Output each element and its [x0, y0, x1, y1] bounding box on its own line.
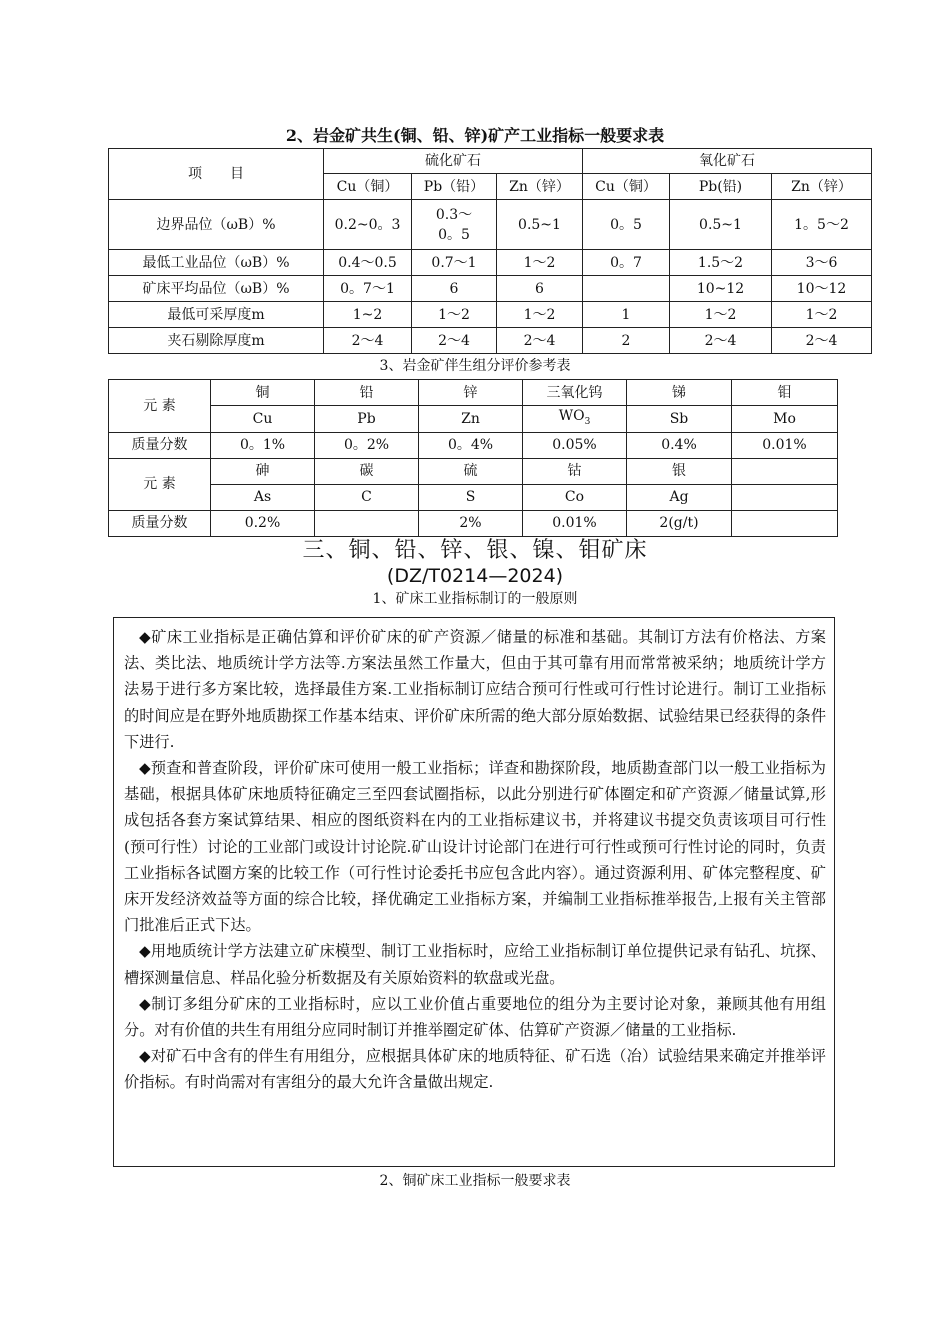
element-name: 碳	[315, 458, 419, 484]
element-symbol	[732, 484, 838, 510]
subsection-2-title: 2、铜矿床工业指标一般要求表	[379, 1173, 571, 1189]
cell: 2～4	[412, 328, 497, 354]
mass-label: 质量分数	[109, 432, 211, 458]
sub-header: Cu（铜）	[583, 174, 670, 200]
cell: 10～12	[772, 276, 872, 302]
cell: 0.5~1	[670, 200, 772, 250]
mass-value: 0.4%	[627, 432, 732, 458]
element-name: 三氧化钨	[523, 380, 627, 406]
cell: 0.2~0。3	[324, 200, 412, 250]
mass-value: 0。4%	[419, 432, 523, 458]
cell: 0。5	[583, 200, 670, 250]
table3-caption: 3、岩金矿伴生组分评价参考表	[379, 358, 571, 374]
cell: 2～4	[670, 328, 772, 354]
cell: 1～2	[497, 250, 583, 276]
cell: 1。5～2	[772, 200, 872, 250]
row-label: 边界品位（ωB）%	[109, 200, 324, 250]
element-symbol: S	[419, 484, 523, 510]
cell: 1～2	[412, 302, 497, 328]
subsection-1-title: 1、矿床工业指标制订的一般原则	[372, 591, 578, 607]
element-name: 锌	[419, 380, 523, 406]
cell: 0.3～ 0。5	[412, 200, 497, 250]
cell: 0.7～1	[412, 250, 497, 276]
oxide-ore-header: 氧化矿石	[583, 149, 872, 174]
table-row	[109, 200, 872, 250]
cell: 0。7～1	[324, 276, 412, 302]
table3-associated-components	[108, 379, 838, 537]
mass-value	[732, 510, 838, 536]
cell	[583, 276, 670, 302]
element-symbol: As	[211, 484, 315, 510]
row-label: 最低可采厚度m	[109, 302, 324, 328]
mass-value: 0.01%	[523, 510, 627, 536]
sub-header: Zn（锌）	[497, 174, 583, 200]
mass-value: 0。2%	[315, 432, 419, 458]
cell: 10~12	[670, 276, 772, 302]
cell: 6	[412, 276, 497, 302]
sub-header: Zn（锌）	[772, 174, 872, 200]
cell: 1.5～2	[670, 250, 772, 276]
sub-header: Pb（铅）	[412, 174, 497, 200]
mass-value: 0.01%	[732, 432, 838, 458]
table-row	[109, 432, 838, 458]
table-row	[109, 510, 838, 536]
element-name: 钴	[523, 458, 627, 484]
wo3-subscript: 3	[584, 416, 591, 427]
cell: 1～2	[670, 302, 772, 328]
sub-header: Pb(铅)	[670, 174, 772, 200]
element-symbol: Ag	[627, 484, 732, 510]
element-name: 砷	[211, 458, 315, 484]
element-symbol: Cu	[211, 406, 315, 433]
mass-value: 0.05%	[523, 432, 627, 458]
cell: 1～2	[497, 302, 583, 328]
cell: 1~2	[324, 302, 412, 328]
table-row	[109, 302, 872, 328]
element-label: 元 素	[109, 380, 211, 433]
element-name: 锑	[627, 380, 732, 406]
paragraph: ◆矿床工业指标是正确估算和评价矿床的矿产资源／储量的标准和基础。其制订方法有价格法、方案法、类比法、地质统计学方法等.方案法虽然工作量大，但由于其可靠有用而常常被采纳；地质统计学方法易于进行多方案比较，选择最佳方案.工业指标制订应结合预可行性或可行性讨论进行。制订工业指标的时间应是在野外地质勘探工作基本结束、评价矿床所需的绝大部分原始数据、试验结果已经获得的条件下进行.	[124, 628, 826, 751]
cell: 1～2	[772, 302, 872, 328]
table2-associated-minerals	[108, 148, 872, 354]
cell: 0.4～0.5	[324, 250, 412, 276]
element-name: 银	[627, 458, 732, 484]
element-name: 铅	[315, 380, 419, 406]
cell: 6	[497, 276, 583, 302]
mass-label: 质量分数	[109, 510, 211, 536]
mass-value: 0。1%	[211, 432, 315, 458]
cell: 0。7	[583, 250, 670, 276]
mass-value	[315, 510, 419, 536]
element-symbol: Mo	[732, 406, 838, 433]
element-symbol: Sb	[627, 406, 732, 433]
paragraph: ◆预查和普查阶段，评价矿床可使用一般工业指标；详查和勘探阶段，地质勘查部门以一般工业指标为基础，根据具体矿床地质特征确定三至四套试圈指标，以此分别进行矿体圈定和矿产资源／储量试算,形成包括各套方案试算结果、相应的图纸资料在内的工业指标建议书，并将建议书提交负责该项目可行性(预可行性）讨论的工业部门或设计讨论院.矿山设计讨论部门在进行可行性或预可行性讨论的同时，负责工业指标各试圈方案的比较工作（可行性讨论委托书应包含此内容）。通过资源利用、矿体完整程度、矿床开发经济效益等方面的综合比较，择优确定工业指标方案，并编制工业指标推举报告,上报有关主管部门批准后正式下达。	[124, 759, 826, 935]
element-name: 铜	[211, 380, 315, 406]
cell: 3～6	[772, 250, 872, 276]
cell: 2～4	[772, 328, 872, 354]
paragraph: ◆用地质统计学方法建立矿床模型、制订工业指标时，应给工业指标制订单位提供记录有钻孔、坑探、槽探测量信息、样品化验分析数据及有关原始资料的软盘或光盘。	[124, 942, 826, 987]
table-row	[109, 276, 872, 302]
row-label: 矿床平均品位（ωB）%	[109, 276, 324, 302]
element-symbol: Co	[523, 484, 627, 510]
sulfide-ore-header: 硫化矿石	[324, 149, 583, 174]
element-symbol: Zn	[419, 406, 523, 433]
cell: 0.5~1	[497, 200, 583, 250]
section-title: 三、铜、铅、锌、银、镍、钼矿床	[302, 538, 648, 563]
cell: 2～4	[324, 328, 412, 354]
row-label: 夹石剔除厚度m	[109, 328, 324, 354]
cell: 2～4	[497, 328, 583, 354]
paragraph: ◆制订多组分矿床的工业指标时，应以工业价值占重要地位的组分为主要讨论对象，兼顾其他有用组分。对有价值的共生有用组分应同时制订并推举圈定矿体、估算矿产资源／储量的工业指标.	[124, 994, 826, 1040]
element-name: 硫	[419, 458, 523, 484]
mass-value: 2(g/t)	[627, 510, 732, 536]
element-name: 钼	[732, 380, 838, 406]
paragraph: ◆对矿石中含有的伴生有用组分，应根据具体矿床的地质特征、矿石选（冶）试验结果来确定并推举评价指标。有时尚需对有害组分的最大允许含量做出规定.	[124, 1047, 826, 1092]
cell: 1	[583, 302, 670, 328]
mass-value: 0.2%	[211, 510, 315, 536]
mass-value: 2%	[419, 510, 523, 536]
principles-box	[113, 617, 835, 1167]
element-name	[732, 458, 838, 484]
table2-caption: 2、岩金矿共生(铜、铅、锌)矿产工业指标一般要求表	[285, 126, 665, 145]
wo3-base: WO	[558, 408, 585, 424]
item-header: 项 目	[109, 149, 324, 200]
element-symbol: C	[315, 484, 419, 510]
table-row	[109, 250, 872, 276]
element-label: 元 素	[109, 458, 211, 510]
cell: 2	[583, 328, 670, 354]
sub-header: Cu（铜）	[324, 174, 412, 200]
element-symbol: Pb	[315, 406, 419, 433]
row-label: 最低工业品位（ωB）%	[109, 250, 324, 276]
standard-code: (DZ/T0214—2024)	[386, 565, 564, 587]
table-row	[109, 328, 872, 354]
element-symbol-wo3	[523, 406, 627, 433]
